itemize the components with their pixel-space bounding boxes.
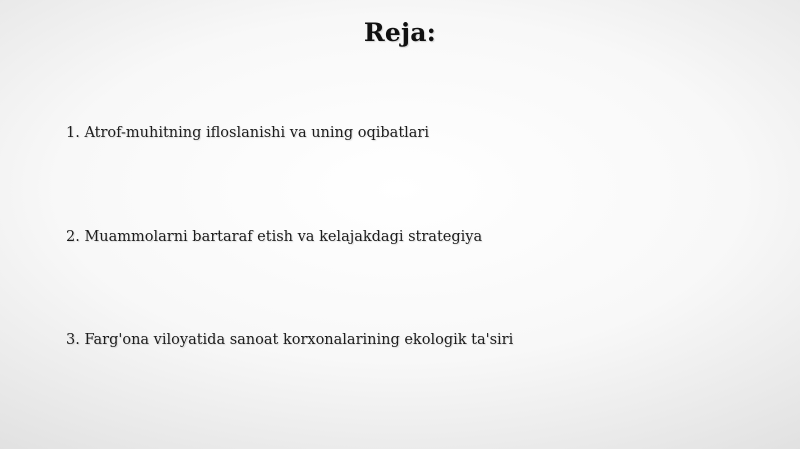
- plan-item-1: 1. Atrof-muhitning ifloslanishi va uning oqibatlari: [66, 125, 430, 141]
- slide-title: Reja:: [363, 18, 437, 47]
- plan-item-2: 2. Muammolarni bartaraf etish va kelajakdagi strategiya: [66, 229, 483, 245]
- plan-item-3: 3. Farg'ona viloyatida sanoat korxonalarining ekologik ta'siri: [66, 332, 514, 348]
